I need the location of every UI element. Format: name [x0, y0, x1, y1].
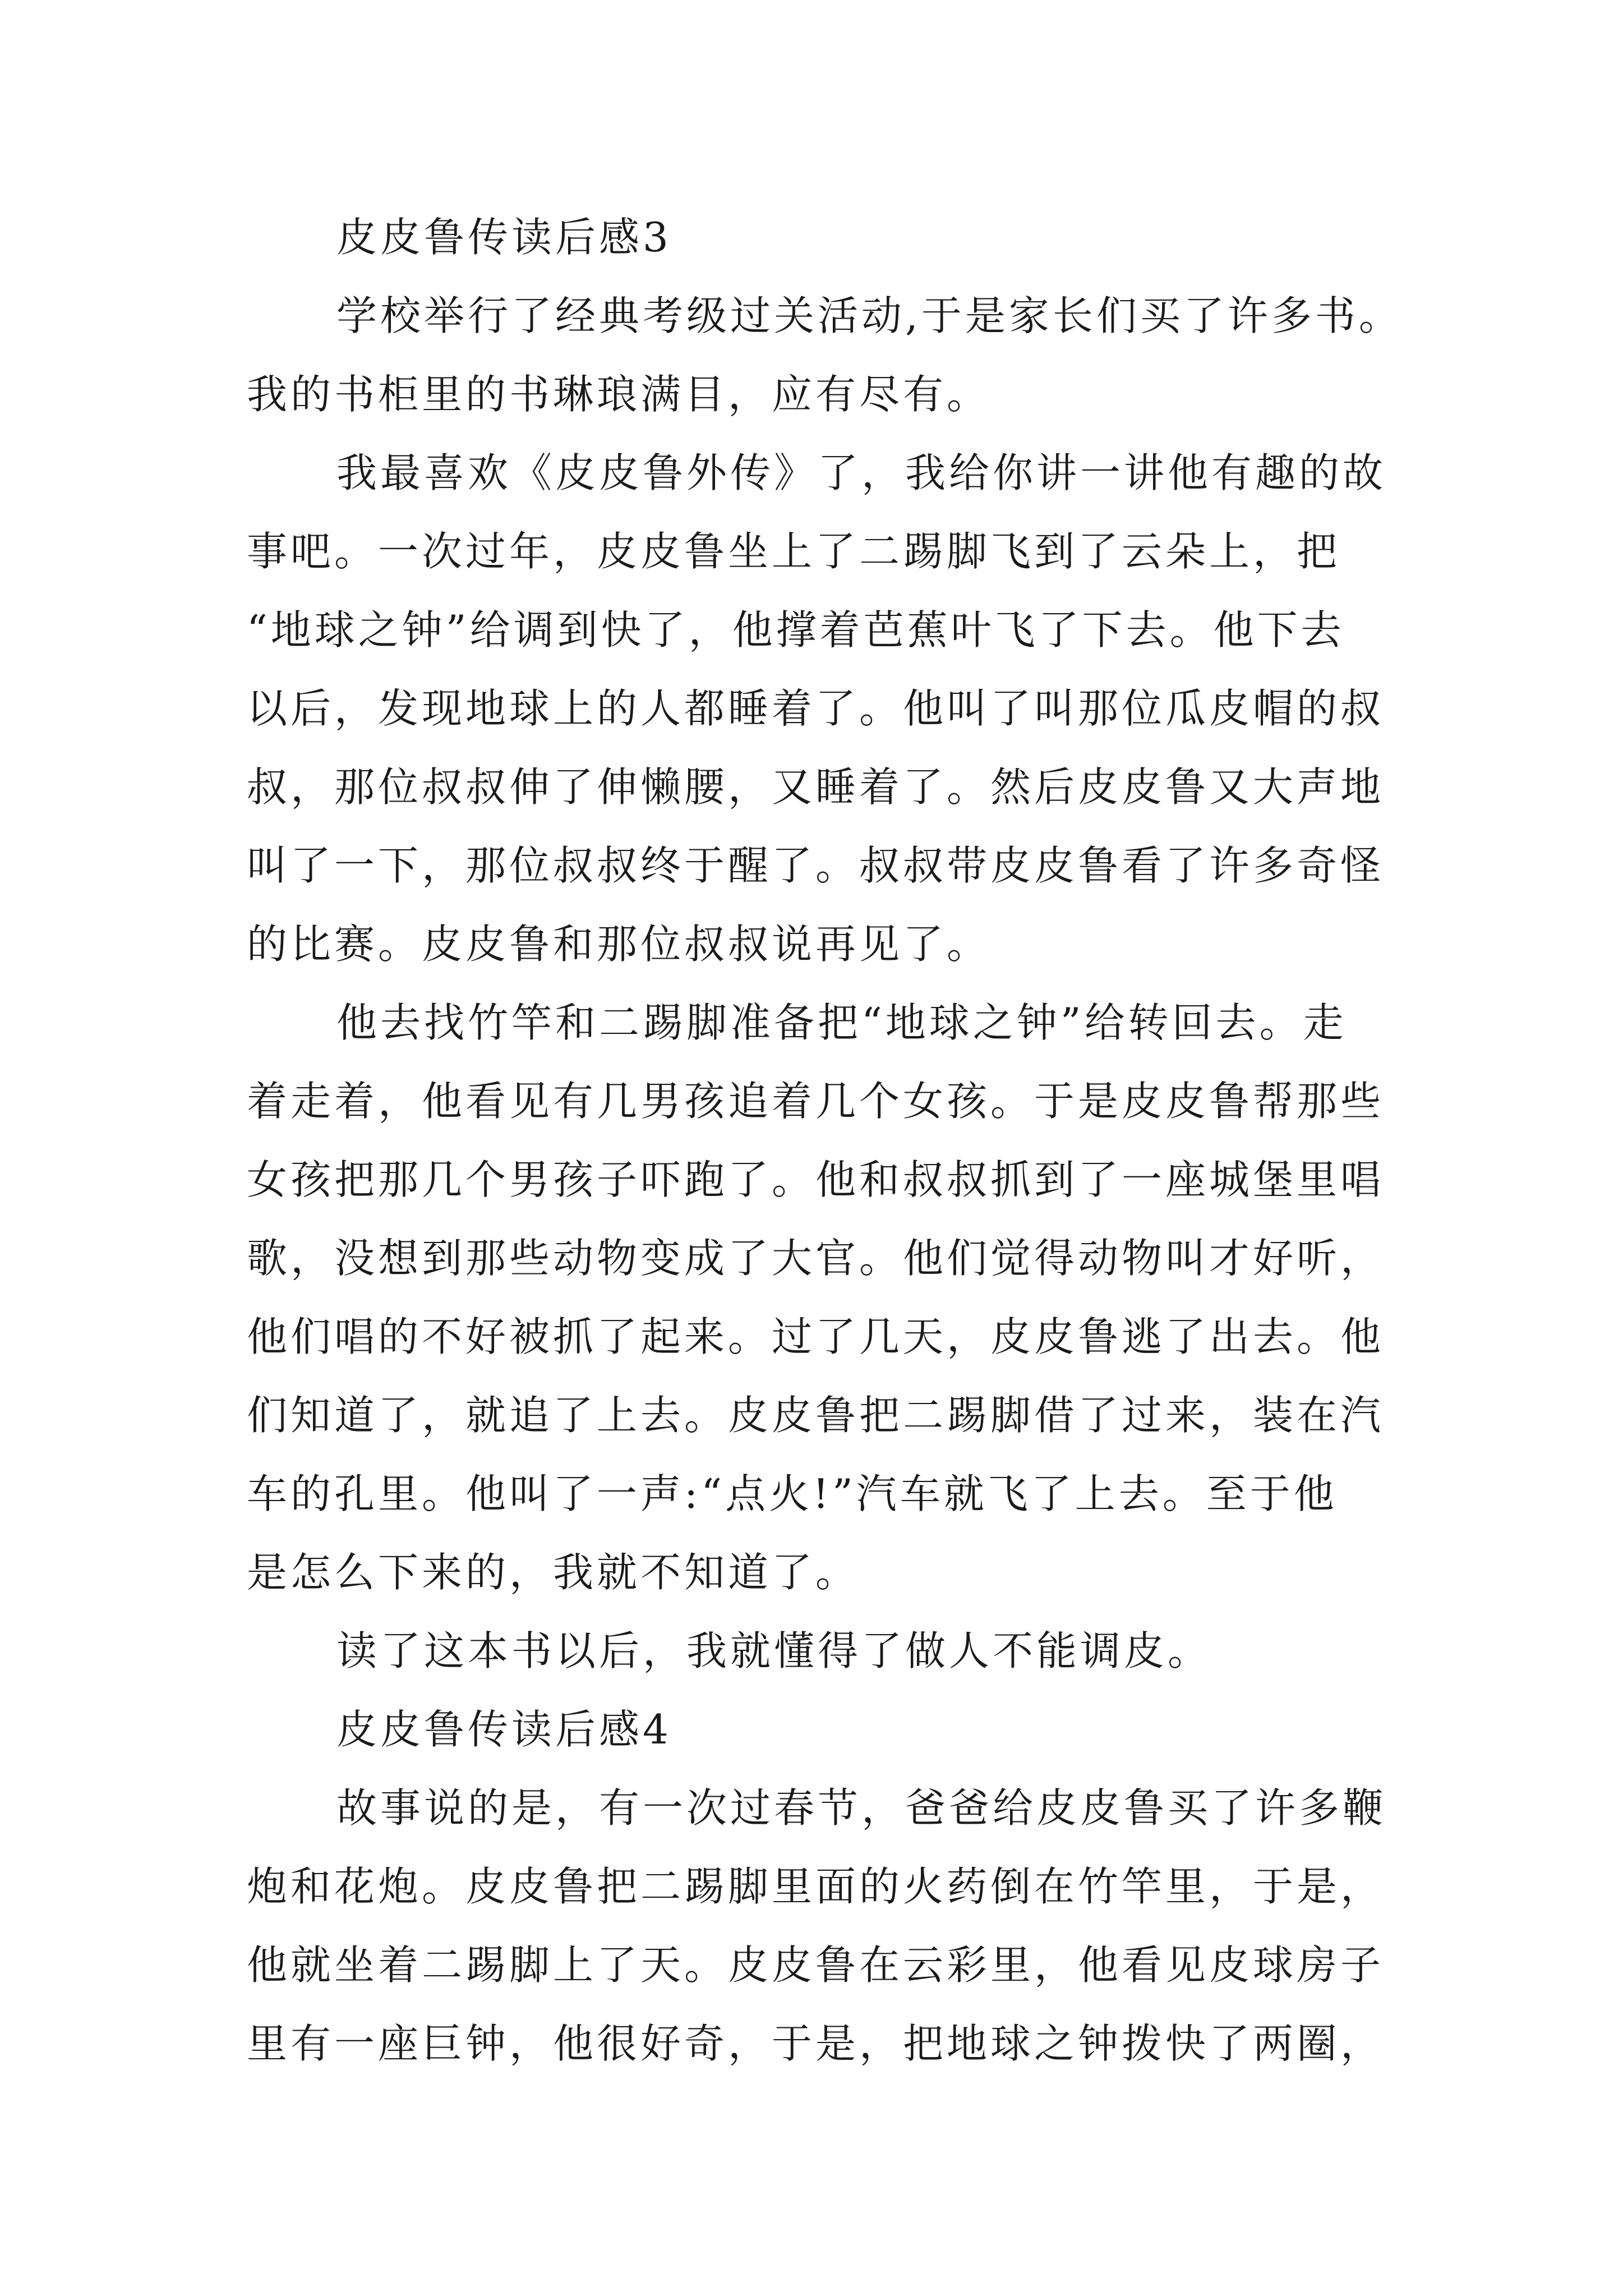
- paragraph-line: “地球之钟”给调到快了，他撑着芭蕉叶飞了下去。他下去: [247, 606, 1345, 654]
- paragraph-line: 车的孔里。他叫了一声:“点火!”汽车就飞了上去。至于他: [247, 1470, 1338, 1517]
- paragraph-line: 歌，没想到那些动物变成了大官。他们觉得动物叫才好听，: [247, 1235, 1385, 1282]
- paragraph-line: 事吧。一次过年，皮皮鲁坐上了二踢脚飞到了云朵上，把: [247, 528, 1341, 575]
- paragraph-line: 我最喜欢《皮皮鲁外传》了，我给你讲一讲他有趣的故: [336, 449, 1387, 496]
- paragraph-line: 他们唱的不好被抓了起来。过了几天，皮皮鲁逃了出去。他: [247, 1313, 1385, 1360]
- section-title: 皮皮鲁传读后感3: [336, 214, 672, 261]
- paragraph-line: 他就坐着二踢脚上了天。皮皮鲁在云彩里，他看见皮球房子: [247, 1941, 1385, 1989]
- paragraph-line: 故事说的是，有一次过春节，爸爸给皮皮鲁买了许多鞭: [336, 1784, 1387, 1832]
- paragraph-line: 他去找竹竿和二踢脚准备把“地球之钟”给转回去。走: [336, 999, 1347, 1046]
- paragraph-line: 炮和花炮。皮皮鲁把二踢脚里面的火药倒在竹竿里，于是，: [247, 1863, 1385, 1910]
- paragraph-line: 女孩把那几个男孩子吓跑了。他和叔叔抓到了一座城堡里唱: [247, 1156, 1385, 1203]
- paragraph-line: 的比赛。皮皮鲁和那位叔叔说再见了。: [247, 921, 991, 968]
- paragraph-line: 里有一座巨钟，他很好奇，于是，把地球之钟拨快了两圈，: [247, 2020, 1385, 2067]
- paragraph-line: 是怎么下来的，我就不知道了。: [247, 1549, 860, 1596]
- paragraph-line: 我的书柜里的书琳琅满目，应有尽有。: [247, 371, 991, 418]
- section-title: 皮皮鲁传读后感4: [336, 1706, 672, 1753]
- paragraph-line: 以后，发现地球上的人都睡着了。他叫了叫那位瓜皮帽的叔: [247, 685, 1385, 732]
- paragraph-line: 着走着，他看见有几男孩追着几个女孩。于是皮皮鲁帮那些: [247, 1078, 1385, 1125]
- paragraph-line: 们知道了，就追了上去。皮皮鲁把二踢脚借了过来，装在汽: [247, 1392, 1385, 1439]
- paragraph-line: 学校举行了经典考级过关活动,于是家长们买了许多书。: [336, 292, 1403, 339]
- paragraph-line: 叔，那位叔叔伸了伸懒腰，又睡着了。然后皮皮鲁又大声地: [247, 763, 1385, 811]
- paragraph-line: 读了这本书以后，我就懂得了做人不能调皮。: [336, 1627, 1212, 1674]
- paragraph-line: 叫了一下，那位叔叔终于醒了。叔叔带皮皮鲁看了许多奇怪: [247, 842, 1385, 889]
